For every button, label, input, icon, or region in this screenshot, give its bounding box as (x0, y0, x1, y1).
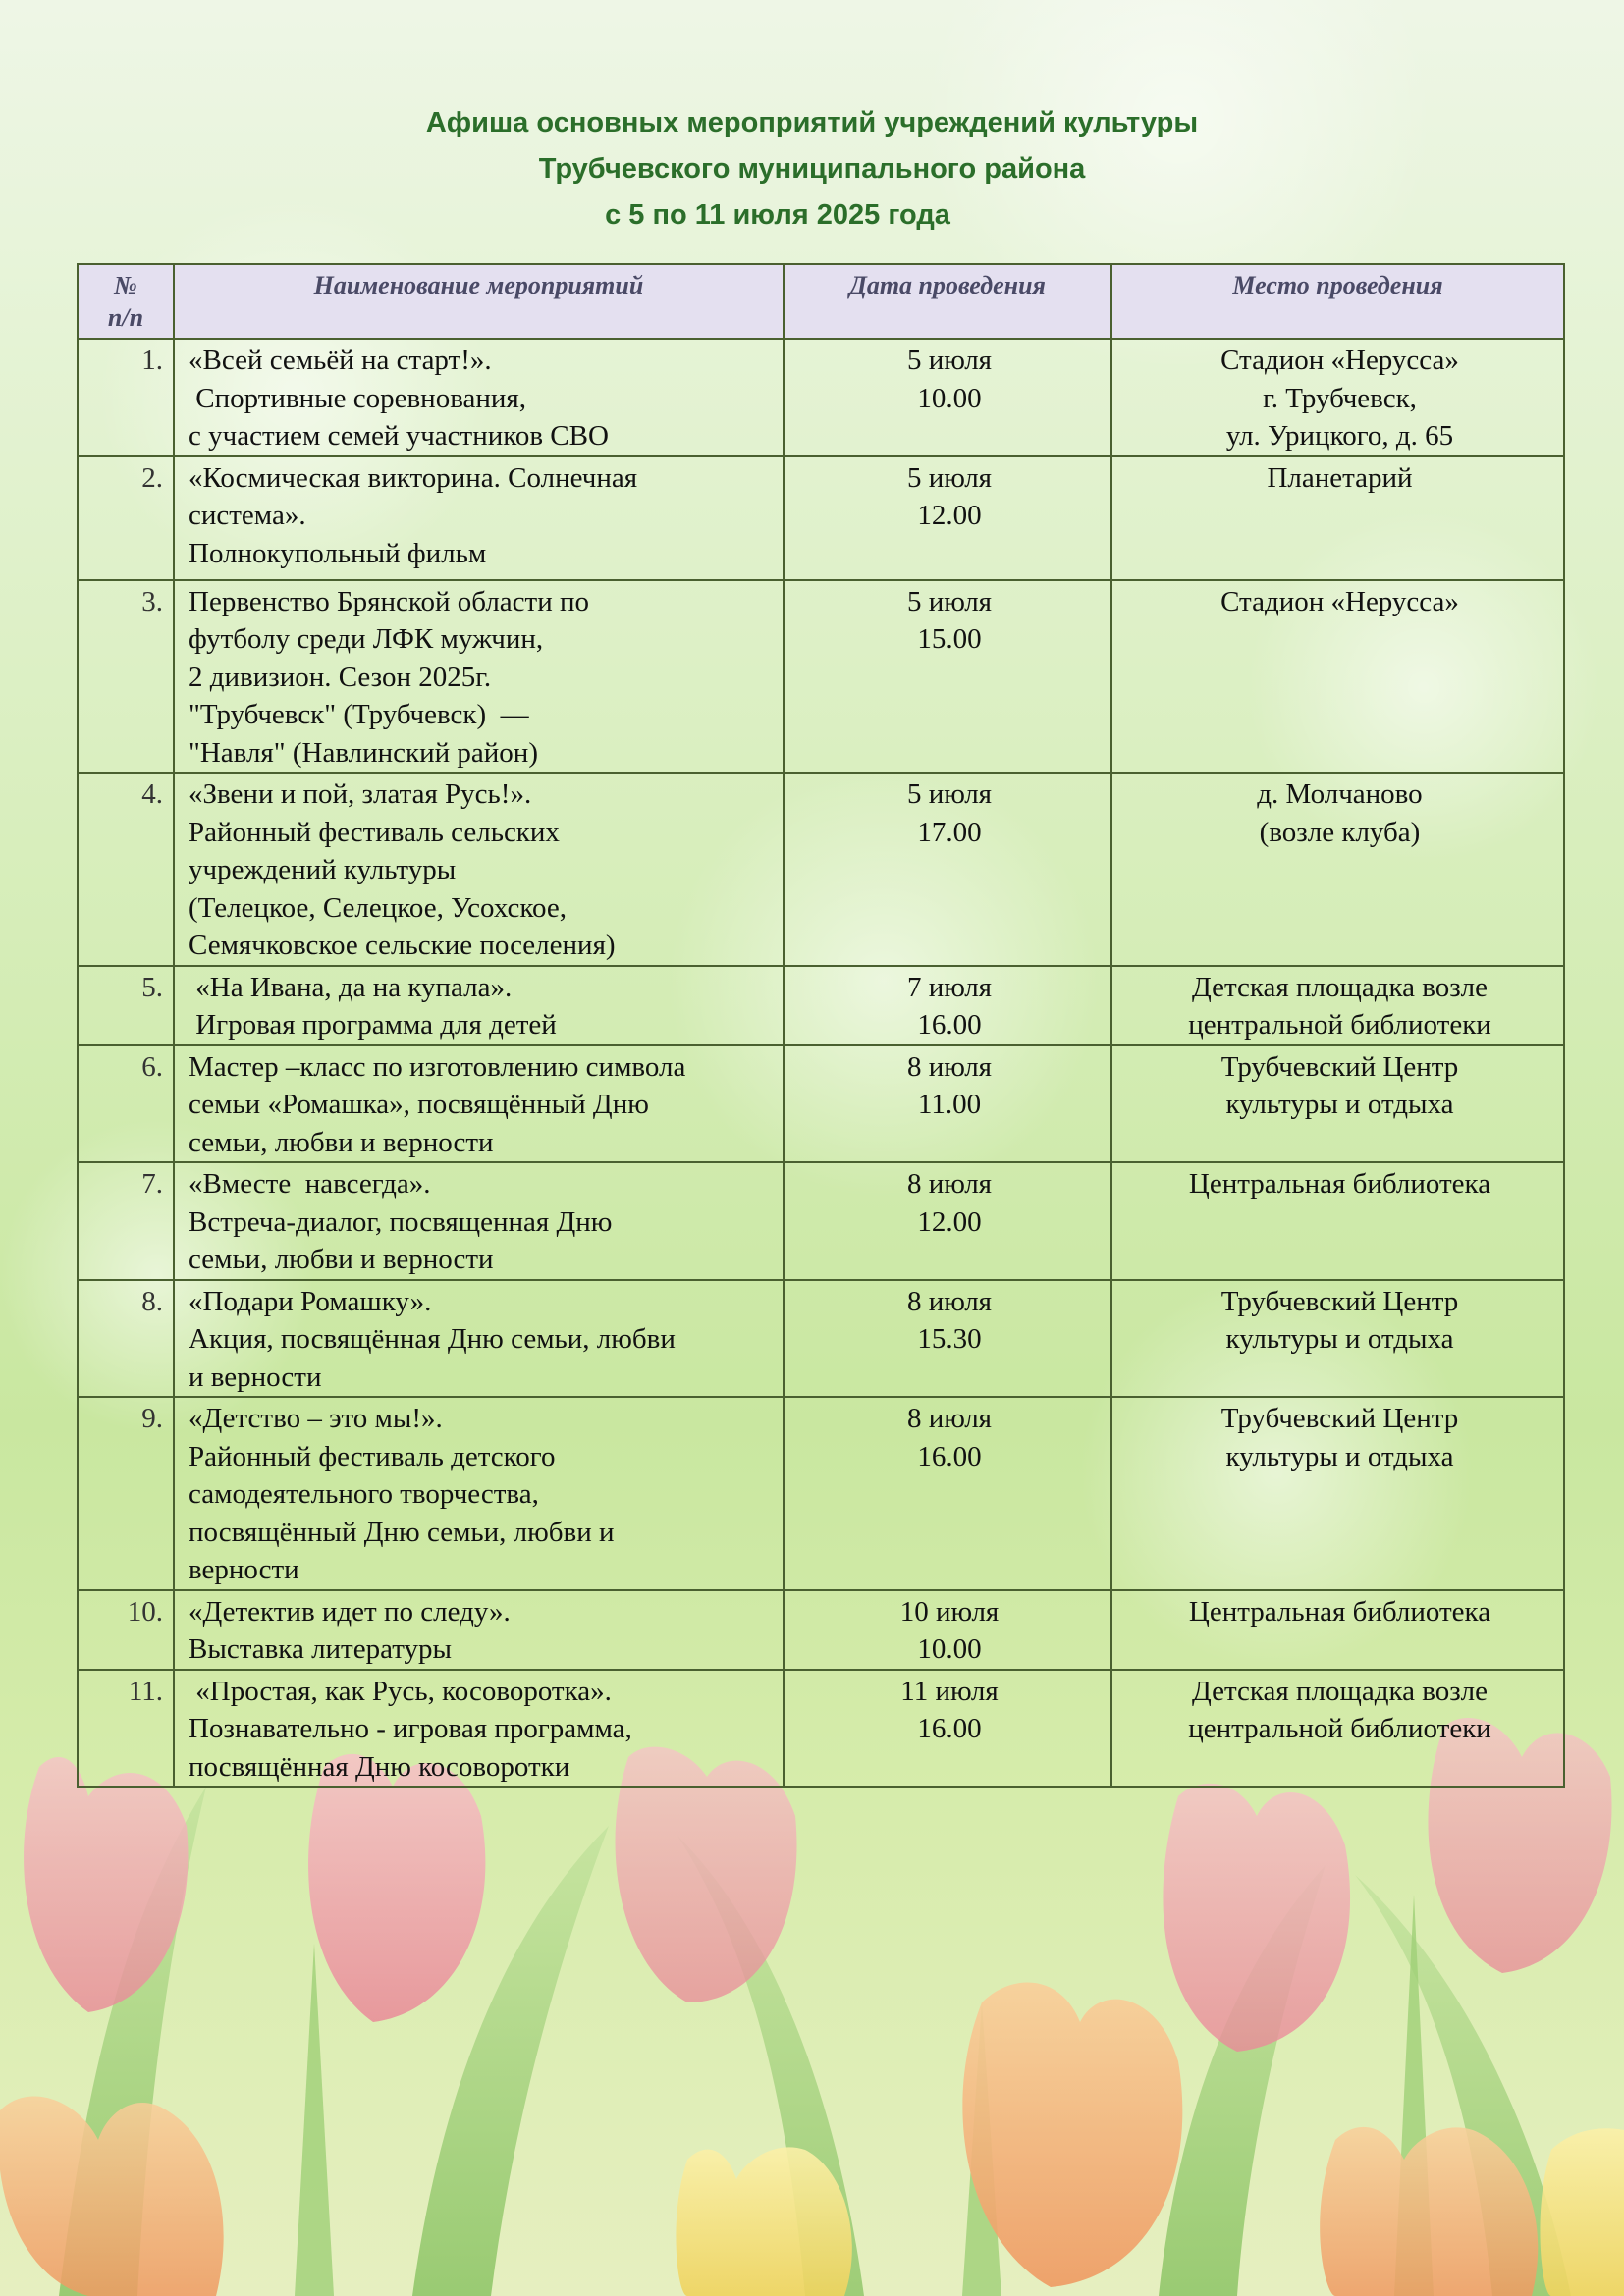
event-name-line: "Трубчевск" (Трубчевск) — (189, 699, 529, 730)
event-date-line: 15.00 (917, 623, 982, 655)
event-place-line: Стадион «Нерусса» (1220, 345, 1459, 376)
header-date: Дата проведения (784, 264, 1111, 339)
table-row (78, 1045, 1564, 1163)
table-row (78, 966, 1564, 1045)
row-number: 1. (78, 339, 174, 456)
event-place-line: культуры и отдыха (1225, 1323, 1454, 1355)
event-place-cell (1111, 456, 1564, 580)
event-date-cell (784, 1590, 1111, 1670)
event-date-line: 10.00 (917, 1633, 982, 1665)
table-row (78, 1397, 1564, 1590)
event-name-line: «Подари Ромашку». (189, 1285, 432, 1317)
event-date-cell (784, 1162, 1111, 1280)
event-name-line: (Телецкое, Селецкое, Усохское, (189, 891, 567, 924)
event-name-line: Районный фестиваль сельских (189, 816, 560, 848)
event-name-line: верности (189, 1554, 299, 1585)
event-name-line: посвящённый Дню семьи, любви и (189, 1516, 615, 1548)
row-number: 7. (78, 1162, 174, 1280)
page-title (0, 100, 1624, 239)
event-place-line: Стадион «Нерусса» (1220, 585, 1459, 617)
event-place-cell (1111, 966, 1564, 1045)
event-name-line: семьи, любви и верности (189, 1244, 494, 1275)
event-place-line: Трубчевский Центр (1220, 1050, 1459, 1083)
event-place-line: Центральная библиотека (1188, 1168, 1491, 1200)
event-date-line: 8 июля (906, 1403, 993, 1434)
event-name-cell (174, 1590, 784, 1670)
event-place-cell (1111, 1280, 1564, 1398)
event-date-line: 10 июля (899, 1595, 1000, 1628)
event-name-cell (174, 1280, 784, 1398)
header-number (78, 264, 174, 339)
event-name-cell (174, 1162, 784, 1280)
event-place-cell (1111, 580, 1564, 774)
header-event-name: Наименование мероприятий (174, 264, 784, 339)
event-date-cell (784, 456, 1111, 580)
row-number: 4. (78, 773, 174, 966)
event-place-cell (1111, 773, 1564, 966)
event-name-line: семьи «Ромашка», посвящённый Дню (189, 1089, 649, 1120)
event-name-line: Полнокупольный фильм (189, 537, 487, 569)
event-date-cell (784, 339, 1111, 456)
event-place-cell (1111, 339, 1564, 456)
event-place-cell (1111, 1045, 1564, 1163)
event-name-line: Спортивные соревнования, (189, 382, 527, 414)
table-row (78, 1590, 1564, 1670)
event-date-line: 12.00 (917, 500, 982, 531)
header-number-line: № (114, 271, 137, 299)
row-number: 2. (78, 456, 174, 580)
event-name-line: «Детство – это мы!». (189, 1403, 443, 1434)
event-date-cell (784, 580, 1111, 774)
event-name-cell (174, 773, 784, 966)
event-name-line: Мастер –класс по изготовлению символа (189, 1050, 686, 1083)
event-name-cell (174, 580, 784, 774)
row-number: 8. (78, 1280, 174, 1398)
event-place-line: Трубчевский Центр (1220, 1285, 1459, 1317)
event-name-line: Районный фестиваль детского (189, 1440, 556, 1472)
event-date-line: 16.00 (917, 1009, 982, 1041)
title-line-1: Афиша основных мероприятий учреждений культуры (425, 107, 1199, 138)
event-name-line: футболу среди ЛФК мужчин, (189, 623, 544, 655)
event-date-line: 17.00 (917, 816, 982, 848)
event-name-line: «Звени и пой, златая Русь!». (189, 778, 532, 810)
row-number: 9. (78, 1397, 174, 1590)
event-name-line: Познавательно - игровая программа, (189, 1713, 632, 1744)
event-date-line: 8 июля (906, 1050, 993, 1083)
event-date-line: 11 июля (900, 1675, 999, 1707)
event-place-line: культуры и отдыха (1225, 1440, 1454, 1472)
event-name-line: и верности (189, 1361, 322, 1393)
event-name-line: «Детектив идет по следу». (189, 1595, 511, 1628)
table-row (78, 773, 1564, 966)
event-place-line: центральной библиотеки (1188, 1009, 1491, 1041)
table-row (78, 1162, 1564, 1280)
table-row (78, 456, 1564, 580)
event-place-line: Детская площадка возле (1191, 1675, 1489, 1707)
table-row (78, 1670, 1564, 1788)
event-place-cell (1111, 1590, 1564, 1670)
event-date-line: 10.00 (917, 382, 982, 414)
row-number: 3. (78, 580, 174, 774)
event-date-line: 5 июля (906, 461, 993, 494)
event-date-line: 11.00 (917, 1089, 982, 1120)
event-date-line: 12.00 (917, 1205, 982, 1238)
event-name-cell (174, 339, 784, 456)
event-name-line: 2 дивизион. Сезон 2025г. (189, 661, 492, 693)
event-name-line: Игровая программа для детей (189, 1009, 557, 1041)
event-name-line: посвящённая Дню косоворотки (189, 1750, 570, 1783)
row-number: 11. (78, 1670, 174, 1788)
event-place-line: Детская площадка возле (1191, 971, 1489, 1003)
row-number: 5. (78, 966, 174, 1045)
event-name-cell (174, 1670, 784, 1788)
table-body (78, 339, 1564, 1787)
event-date-line: 8 июля (906, 1168, 993, 1200)
header-number-line: п/п (107, 303, 144, 332)
event-date-cell (784, 1397, 1111, 1590)
event-place-line: Центральная библиотека (1188, 1595, 1491, 1628)
event-name-line: Семячковское сельские поселения) (189, 930, 616, 961)
event-name-line: «Всей семьёй на старт!». (189, 345, 492, 376)
event-name-line: "Навля" (Навлинский район) (189, 736, 538, 769)
table-row (78, 1280, 1564, 1398)
event-name-cell (174, 966, 784, 1045)
event-date-line: 16.00 (917, 1440, 982, 1472)
event-date-cell (784, 1045, 1111, 1163)
event-name-line: самодеятельного творчества, (189, 1478, 539, 1510)
event-place-line: культуры и отдыха (1225, 1089, 1454, 1120)
event-name-line: «Космическая викторина. Солнечная (189, 461, 638, 494)
header-place: Место проведения (1111, 264, 1564, 339)
event-name-line: система». (189, 500, 306, 531)
event-date-line: 16.00 (917, 1713, 982, 1744)
event-place-line: г. Трубчевск, (1263, 382, 1417, 414)
event-place-cell (1111, 1397, 1564, 1590)
event-date-line: 5 июля (906, 585, 993, 617)
event-name-line: «Простая, как Русь, косоворотка». (189, 1675, 612, 1707)
event-place-line: центральной библиотеки (1188, 1713, 1491, 1744)
row-number: 6. (78, 1045, 174, 1163)
event-place-cell (1111, 1670, 1564, 1788)
event-date-line: 5 июля (906, 345, 993, 376)
event-name-line: Акция, посвящённая Дню семьи, любви (189, 1323, 676, 1355)
event-name-line: с участием семей участников СВО (189, 420, 609, 452)
event-name-cell (174, 1397, 784, 1590)
title-line-2: Трубчевского муниципального района (538, 153, 1086, 185)
event-name-cell (174, 1045, 784, 1163)
event-place-cell (1111, 1162, 1564, 1280)
event-date-cell (784, 773, 1111, 966)
table-header-row (78, 264, 1564, 339)
event-place-line: (возле клуба) (1259, 816, 1421, 848)
row-number: 10. (78, 1590, 174, 1670)
event-place-line: Планетарий (1267, 461, 1413, 494)
event-place-line: д. Молчаново (1257, 778, 1423, 810)
event-date-line: 8 июля (906, 1285, 993, 1317)
event-name-line: учреждений культуры (189, 854, 457, 885)
event-name-line: семьи, любви и верности (189, 1126, 494, 1158)
event-place-line: Трубчевский Центр (1220, 1403, 1459, 1434)
event-name-line: «Вместе навсегда». (189, 1168, 431, 1200)
event-place-line: ул. Урицкого, д. 65 (1225, 420, 1454, 452)
table-row (78, 339, 1564, 456)
event-date-cell (784, 966, 1111, 1045)
event-name-line: Первенство Брянской области по (189, 585, 589, 617)
event-name-line: Выставка литературы (189, 1633, 452, 1665)
event-date-line: 5 июля (906, 778, 993, 810)
event-name-cell (174, 456, 784, 580)
event-date-line: 15.30 (917, 1323, 982, 1355)
event-name-line: «На Ивана, да на купала». (189, 971, 513, 1003)
event-date-cell (784, 1670, 1111, 1788)
event-name-line: Встреча-диалог, посвященная Дню (189, 1205, 613, 1238)
events-table (77, 263, 1565, 1788)
event-date-line: 7 июля (906, 971, 993, 1003)
event-date-cell (784, 1280, 1111, 1398)
title-line-3: с 5 по 11 июля 2025 года (605, 199, 950, 231)
table-row (78, 580, 1564, 774)
